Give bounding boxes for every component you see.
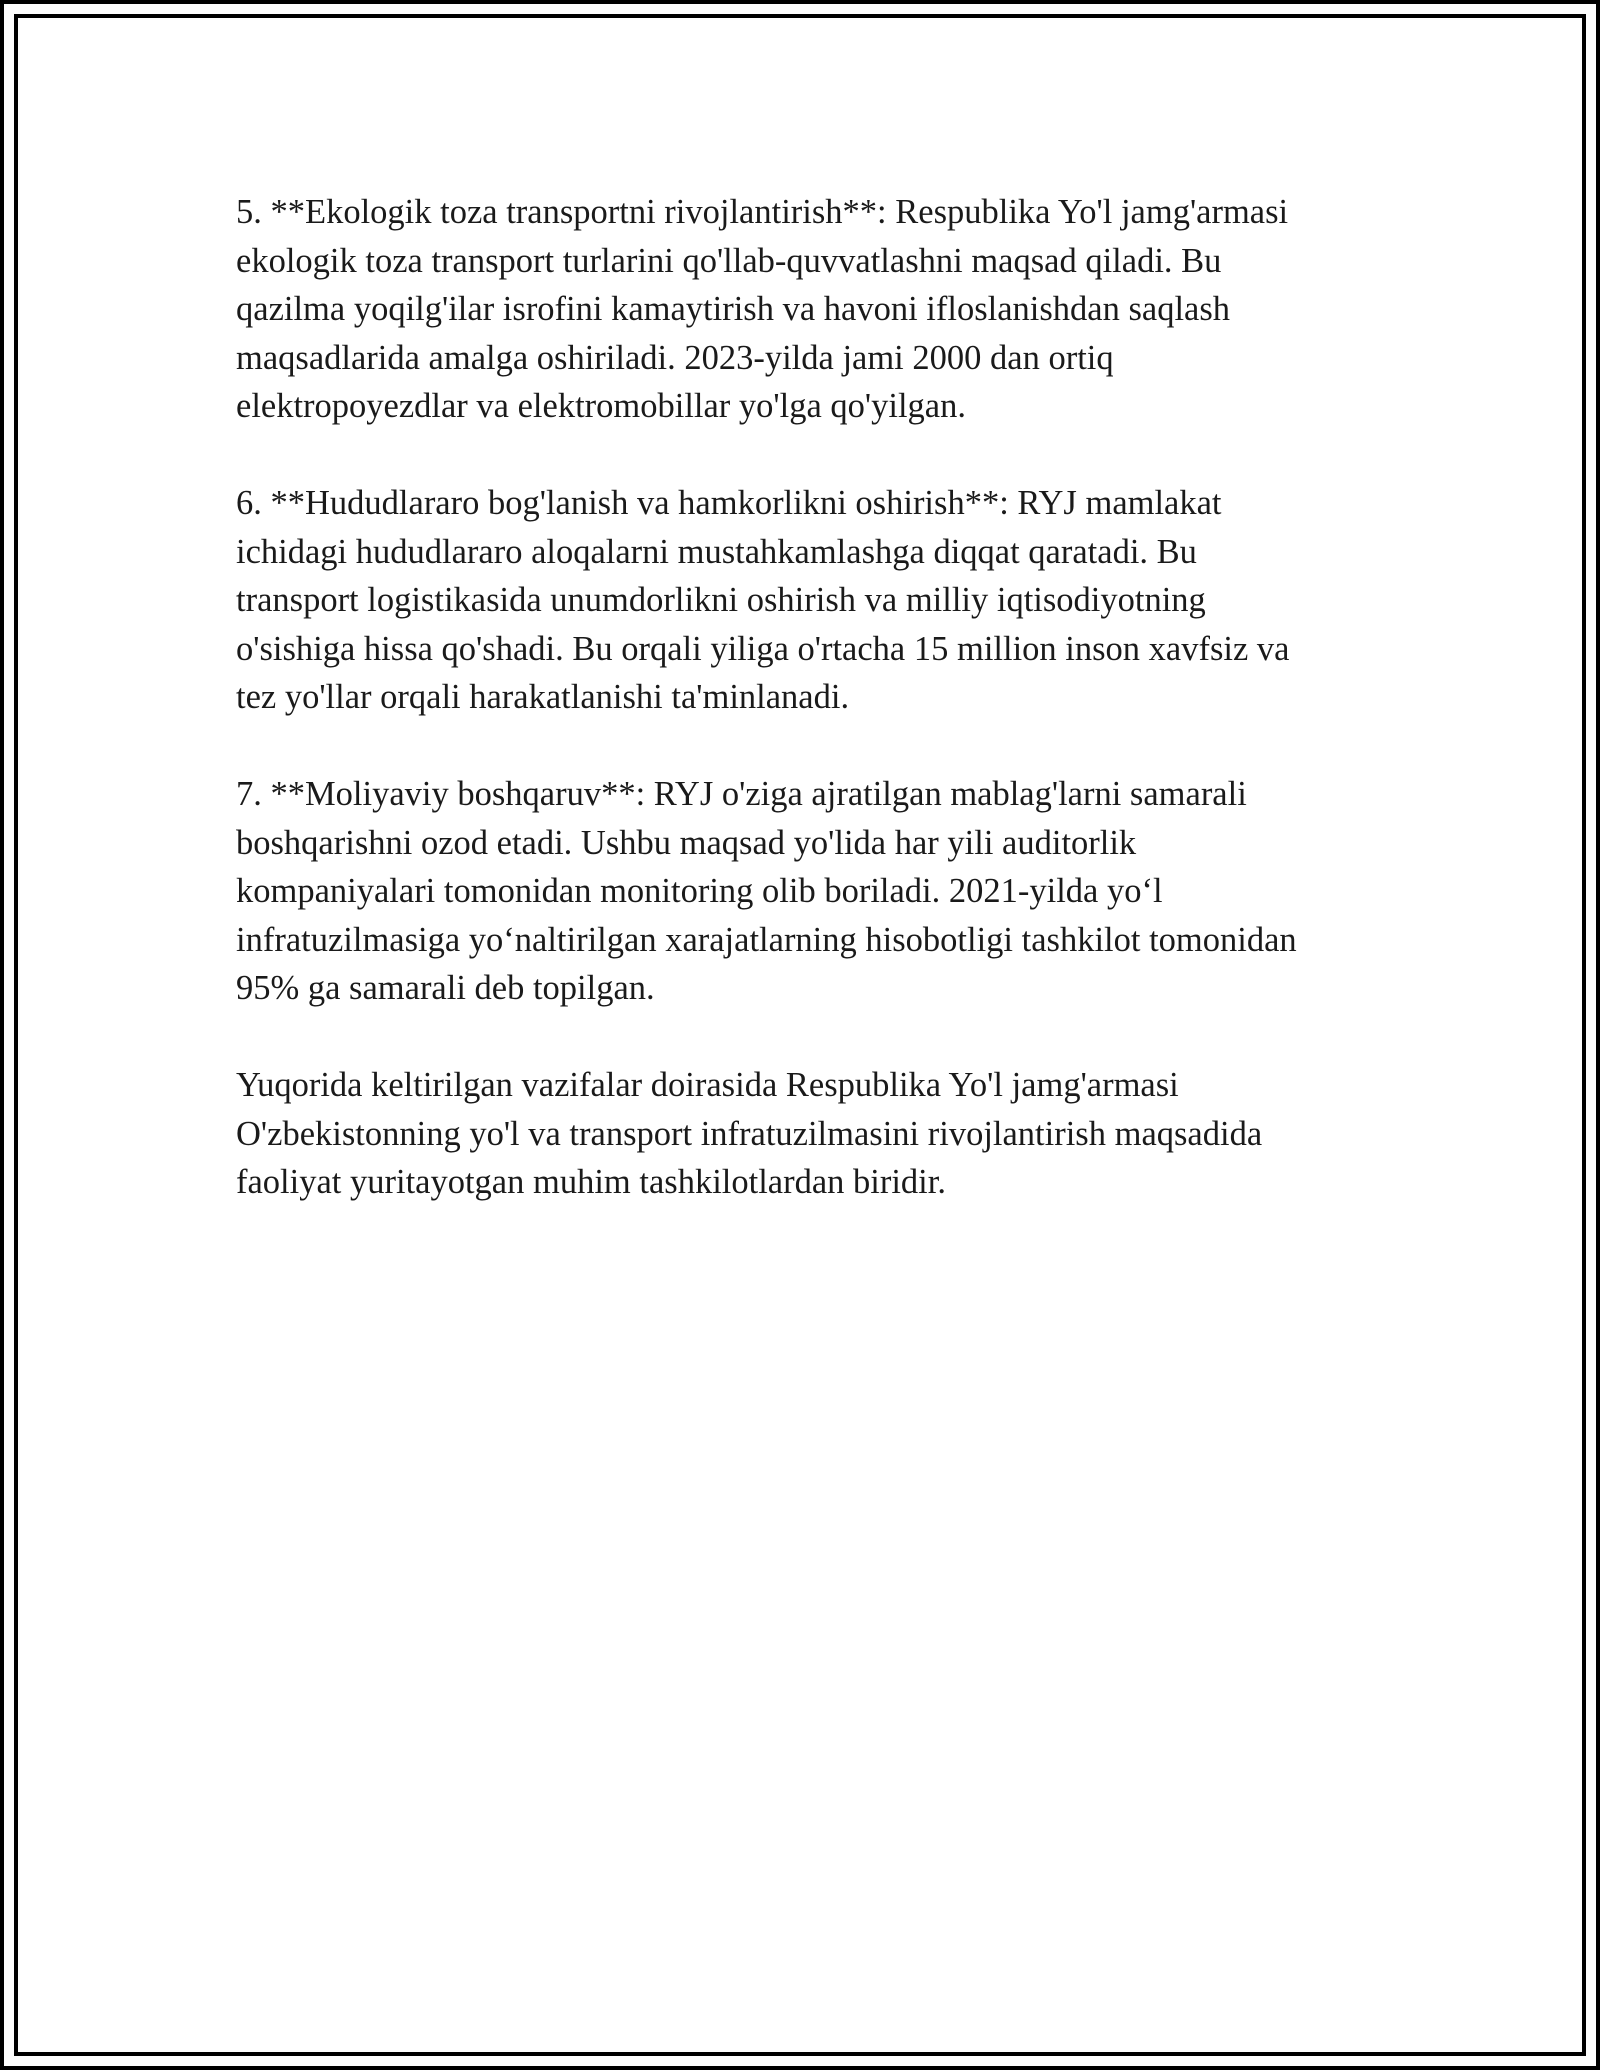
paragraph-item-6: 6. **Hududlararo bog'lanish va hamkorlikni oshirish**: RYJ mamlakat ichidagi hududlararo aloqalarni mustahkamlashga diqqat qaratadi. Bu transport logistikasida unumdorlikni oshirish va milliy iqtisodiyotning o'sishiga hissa qo'shadi. Bu orqali yiliga o'rtacha 15 million inson xavfsiz va tez yo'llar orqali harakatlanishi ta'minlanadi.	[236, 484, 1290, 716]
document-body	[236, 188, 1416, 1207]
paragraph-item-5: 5. **Ekologik toza transportni rivojlantirish**: Respublika Yo'l jamg'armasi ekologik toza transport turlarini qo'llab-quvvatlashni maqsad qiladi. Bu qazilma yoqilg'ilar isrofini kamaytirish va havoni ifloslanishdan saqlash maqsadlarida amalga oshiriladi. 2023-yilda jami 2000 dan ortiq elektropoyezdlar va elektromobillar yo'lga qo'yilgan.	[236, 193, 1289, 425]
paragraph-item-7: 7. **Moliyaviy boshqaruv**: RYJ o'ziga ajratilgan mablag'larni samarali boshqarishni ozod etadi. Ushbu maqsad yo'lida har yili auditorlik kompaniyalari tomonidan monitoring olib boriladi. 2021-yilda yo‘l infratuzilmasiga yo‘naltirilgan xarajatlarning hisobotligi tashkilot tomonidan 95% ga samarali deb topilgan.	[236, 775, 1297, 1007]
paragraph-conclusion: Yuqorida keltirilgan vazifalar doirasida Respublika Yo'l jamg'armasi O'zbekistonning yo'l va transport infratuzilmasini rivojlantirish maqsadida faoliyat yuritayotgan muhim tashkilotlardan biridir.	[236, 1066, 1263, 1201]
